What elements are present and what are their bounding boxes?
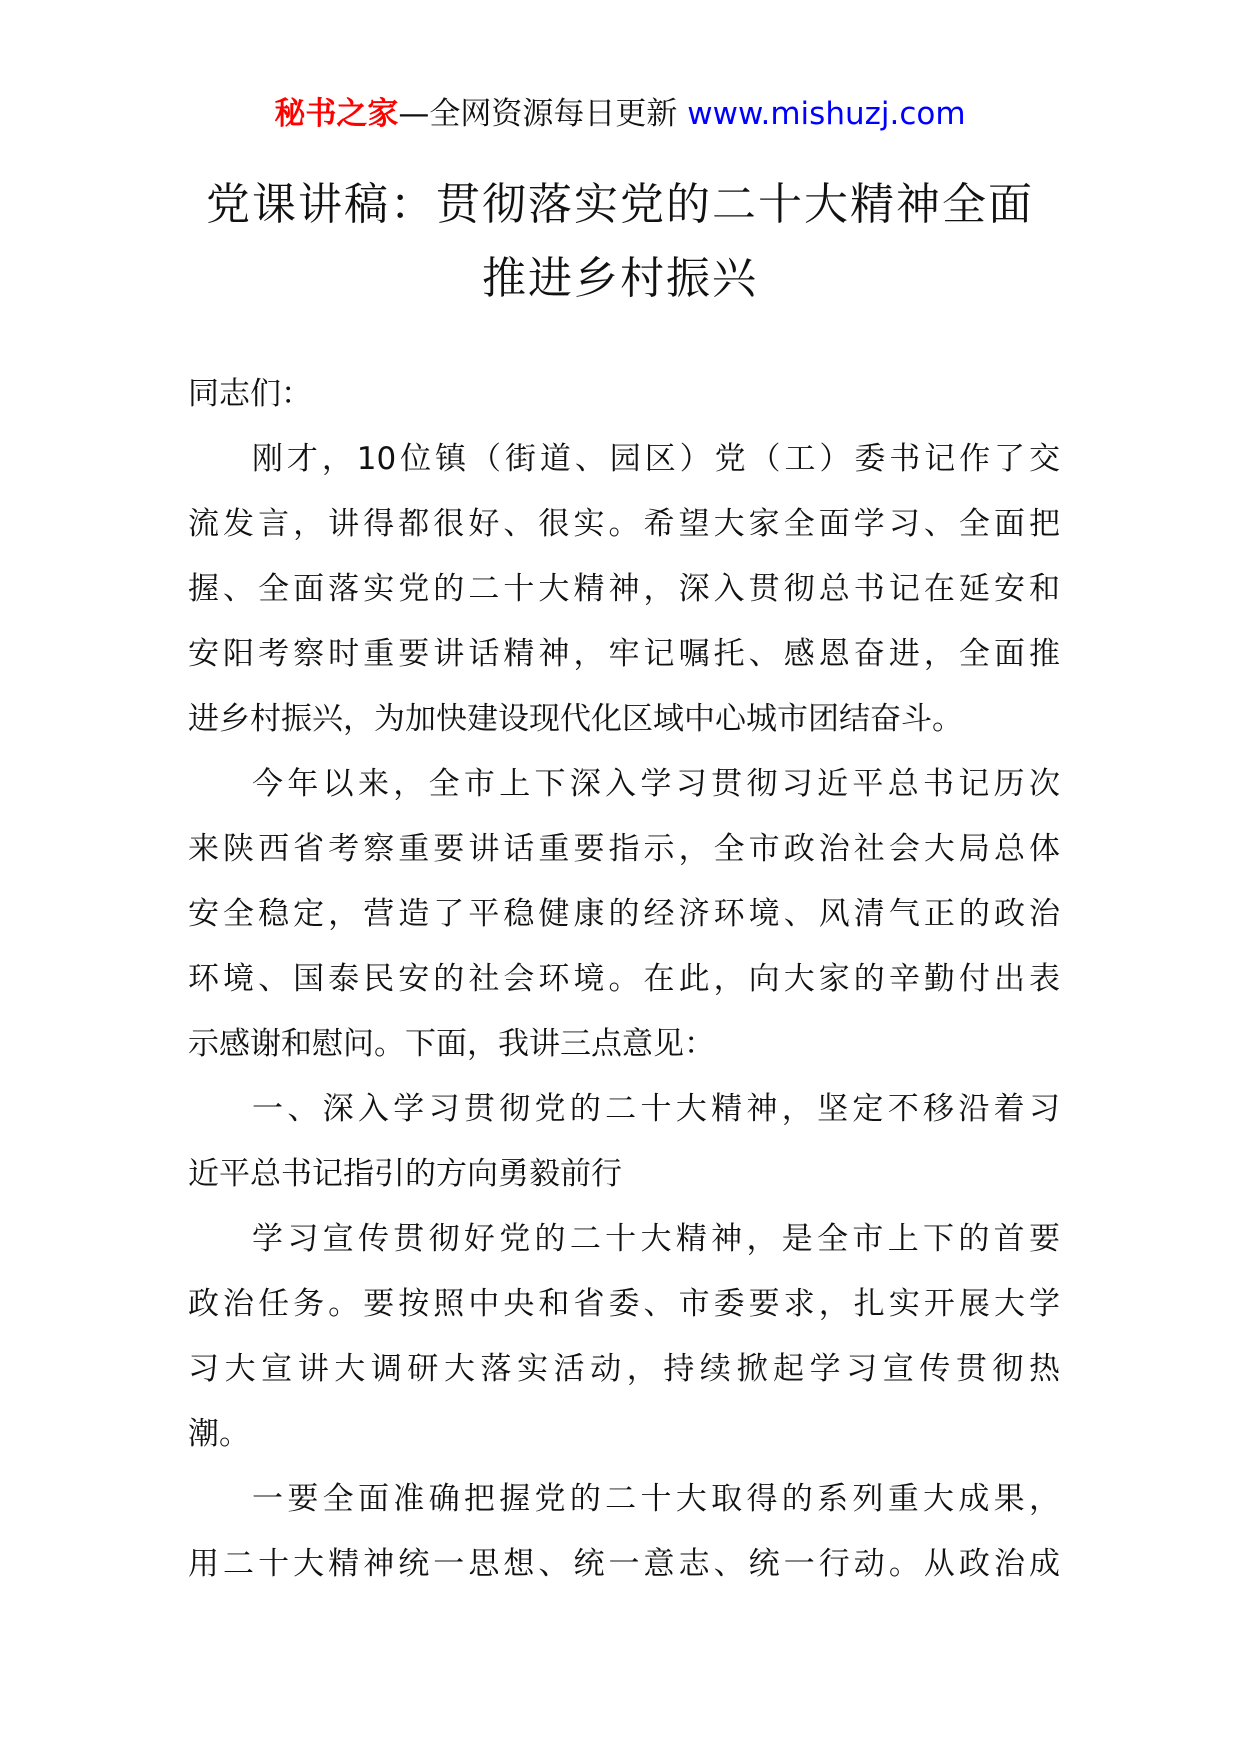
document-title — [150, 168, 1090, 316]
text-line: 握、全面落实党的二十大精神，深入贯彻总书记在延安和 — [188, 571, 1060, 607]
site-tagline: —全网资源每日更新 — [398, 96, 678, 132]
text-line: 用二十大精神统一思想、统一意志、统一行动。从政治成 — [188, 1546, 1060, 1582]
heading-line: 近平总书记指引的方向勇毅前行 — [188, 1156, 622, 1192]
text-line: 一要全面准确把握党的二十大取得的系列重大成果， — [252, 1481, 1060, 1517]
title-line: 推进乡村振兴 — [482, 253, 758, 304]
text-line: 刚才，10位镇（街道、园区）党（工）委书记作了交 — [252, 441, 1060, 477]
heading-line: 一、深入学习贯彻党的二十大精神，坚定不移沿着习 — [252, 1091, 1060, 1127]
paragraph-opening — [188, 427, 1060, 752]
text-line: 学习宣传贯彻好党的二十大精神，是全市上下的首要 — [252, 1221, 1060, 1257]
text-line: 习大宣讲大调研大落实活动，持续掀起学习宣传贯彻热 — [188, 1351, 1060, 1387]
text-line: 今年以来，全市上下深入学习贯彻习近平总书记历次 — [252, 766, 1060, 802]
paragraph-study — [188, 1207, 1060, 1467]
paragraph-review — [188, 752, 1060, 1077]
document-body — [188, 362, 1060, 1597]
salutation: 同志们： — [188, 376, 312, 412]
text-line: 进乡村振兴，为加快建设现代化区域中心城市团结奋斗。 — [188, 701, 963, 737]
text-line: 来陕西省考察重要讲话重要指示，全市政治社会大局总体 — [188, 831, 1060, 867]
paragraph-first-point — [188, 1467, 1060, 1597]
site-brand: 秘书之家 — [274, 96, 399, 132]
text-line: 环境、国泰民安的社会环境。在此，向大家的辛勤付出表 — [188, 961, 1060, 997]
title-line: 党课讲稿：贯彻落实党的二十大精神全面 — [206, 179, 1034, 230]
text-line: 安阳考察时重要讲话精神，牢记嘱托、感恩奋进，全面推 — [188, 636, 1060, 672]
text-line: 安全稳定，营造了平稳健康的经济环境、风清气正的政治 — [188, 896, 1060, 932]
site-url-link[interactable]: www.mishuzj.com — [687, 96, 966, 132]
text-line: 潮。 — [188, 1416, 250, 1452]
section-heading-1 — [188, 1077, 1060, 1207]
text-line: 流发言，讲得都很好、很实。希望大家全面学习、全面把 — [188, 506, 1060, 542]
text-line: 政治任务。要按照中央和省委、市委要求，扎实开展大学 — [188, 1286, 1060, 1322]
site-banner — [0, 92, 1240, 136]
text-line: 示感谢和慰问。下面，我讲三点意见： — [188, 1026, 715, 1062]
